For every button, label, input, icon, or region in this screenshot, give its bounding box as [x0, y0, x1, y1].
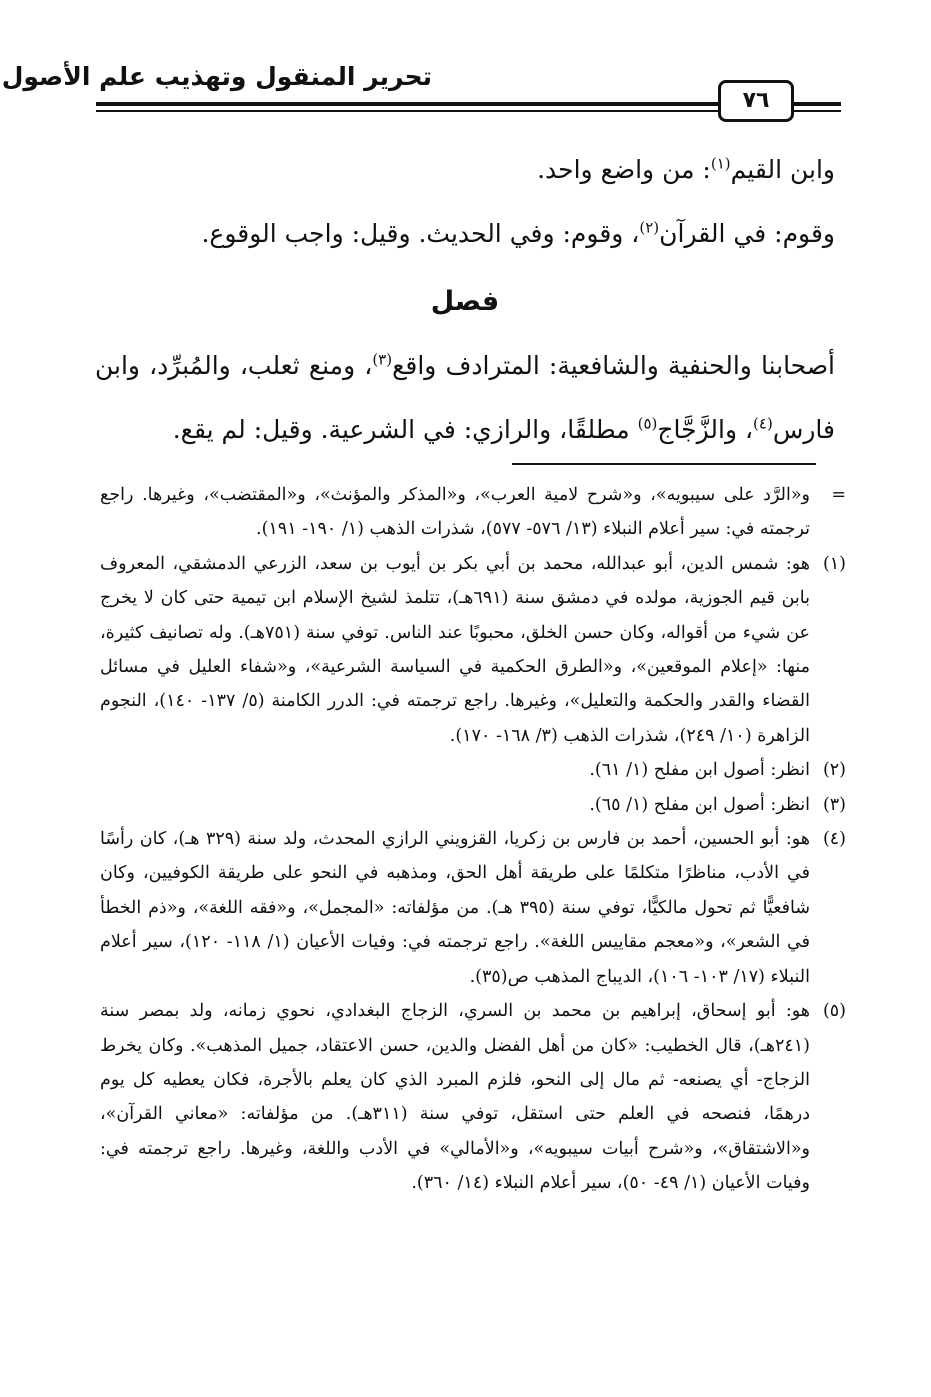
section-heading: فصل — [430, 286, 500, 317]
footnote-mark: = — [831, 485, 846, 505]
body-paragraph-synonym — [95, 334, 835, 462]
body-text: وقوم: في القرآن — [659, 219, 835, 248]
body-text: مطلقًا، والرازي: في الشرعية. وقيل: لم يقع. — [172, 415, 638, 444]
footnote-ref-2: (٢) — [639, 218, 660, 237]
body-line-qawm — [95, 202, 835, 266]
body-text: ، والزَّجَّاج — [657, 415, 754, 444]
footnote-5 — [100, 994, 846, 1200]
body-text: : من واضع واحد. — [537, 155, 711, 184]
body-text: وابن القيم — [730, 155, 835, 184]
footnote-ref-3: (٣) — [372, 350, 393, 369]
footnote-mark: (٤) — [822, 829, 846, 850]
main-text — [95, 138, 835, 462]
footnote-text: انظر: أصول ابن مفلح (١/ ٦٥). — [589, 794, 810, 815]
footnote-text: انظر: أصول ابن مفلح (١/ ٦١). — [589, 760, 810, 781]
footnote-mark: (٢) — [822, 760, 846, 781]
footnotes — [100, 478, 846, 1201]
footnote-text: و«الرَّد على سيبويه»، و«شرح لامية العرب»، و«المذكر والمؤنث»، و«المقتضب»، وغيرها. راجع ترجمته في: سير أعلام النبلاء (١٣/ ٥٧٦- ٥٧٧)، شذرات الذهب (١/ ١٩٠- ١٩١). — [100, 485, 810, 540]
footnote-text: هو: أبو الحسين، أحمد بن فارس بن زكريا، القزويني الرازي المحدث، ولد سنة (٣٢٩ هـ)، كان رأسًا في الأدب، مناظرًا متكلمًا على طريقة أهل الحق، ومذهبه في النحو على طريقة الكوفيين، وكان شافعيًّا ثم تحول مالكيًّا، توفي سنة (٣٩٥ هـ). من مؤلفاته: «المجمل»، و«فقه اللغة»، و«ذم الخطأ في الشعر»، و«معجم مقاييس اللغة». راجع ترجمته في: وفيات الأعيان (١/ ١١٨- ١٢٠)، سير أعلام النبلاء (١٧/ ١٠٣- ١٠٦)، الديباج المذهب ص(٣٥). — [100, 829, 811, 987]
footnote-continued — [100, 478, 846, 547]
footnote-text: هو: أبو إسحاق، إبراهيم بن محمد بن السري، الزجاج البغدادي، نحوي زمانه، ولد بمصر سنة (٢٤١هـ)، قال الخطيب: «كان من أهل الفضل والدين، حسن الاعتقاد، جميل المذهب». وكان يخرط الزجاج- أي يصنعه- ثم مال إلى النحو، فلزم المبرد الذي كان يعلم بالأجرة، فكان يعطيه كل يوم درهمًا، فنصحه في العلم حتى استقل، توفي سنة (٣١١هـ). من مؤلفاته: «معاني القرآن»، و«الاشتقاق»، و«شرح أبيات سيبويه»، و«الأمالي» في الأدب واللغة، وغيرها. راجع ترجمته في: وفيات الأعيان (١/ ٤٩- ٥٠)، سير أعلام النبلاء (١٤/ ٣٦٠). — [100, 1001, 810, 1194]
footnote-mark: (٣) — [822, 794, 846, 815]
footnote-mark: (٥) — [822, 1001, 846, 1022]
footnote-ref-5: (٥) — [637, 414, 658, 433]
footnote-4 — [100, 822, 846, 994]
body-text: ، ومنع ثعلب، والمُبرِّد، وابن فارس — [95, 351, 835, 444]
footnote-ref-1: (١) — [710, 154, 731, 173]
footnote-separator — [512, 463, 816, 465]
footnote-1 — [100, 547, 846, 753]
footnote-mark: (١) — [822, 553, 846, 574]
footnote-text: هو: شمس الدين، أبو عبدالله، محمد بن أبي بكر بن أيوب بن سعد، الزرعي الدمشقي، المعروف بابن قيم الجوزية، مولده في دمشق سنة (٦٩١هـ)، تتلمذ لشيخ الإسلام ابن تيمية حتى كان لا يخرج عن شيء من أقواله، وكان حسن الخلق، محبوبًا عند الناس. توفي سنة (٧٥١هـ). وله تصانيف كثيرة، منها: «إعلام الموقعين»، و«الطرق الحكمية في السياسة الشرعية»، و«شفاء العليل في مسائل القضاء والقدر والحكمة والتعليل»، وغيرها. راجع ترجمته في: الدرر الكامنة (٥/ ١٣٧- ١٤٠)، النجوم الزاهرة (١٠/ ٢٤٩)، شذرات الذهب (٣/ ١٦٨- ١٧٠). — [100, 553, 811, 746]
footnote-ref-4: (٤) — [753, 414, 773, 433]
body-text: ، وقوم: وفي الحديث. وقيل: واجب الوقوع. — [201, 219, 640, 248]
page-number: ٧٦ — [718, 80, 794, 122]
running-header-title: تحرير المنقول وتهذيب علم الأصول — [1, 62, 432, 91]
body-line-ibn-alqayyim — [95, 138, 835, 202]
footnote-3 — [100, 788, 846, 822]
body-text: أصحابنا والحنفية والشافعية: المترادف واقع — [392, 351, 835, 380]
footnote-2 — [100, 753, 846, 787]
